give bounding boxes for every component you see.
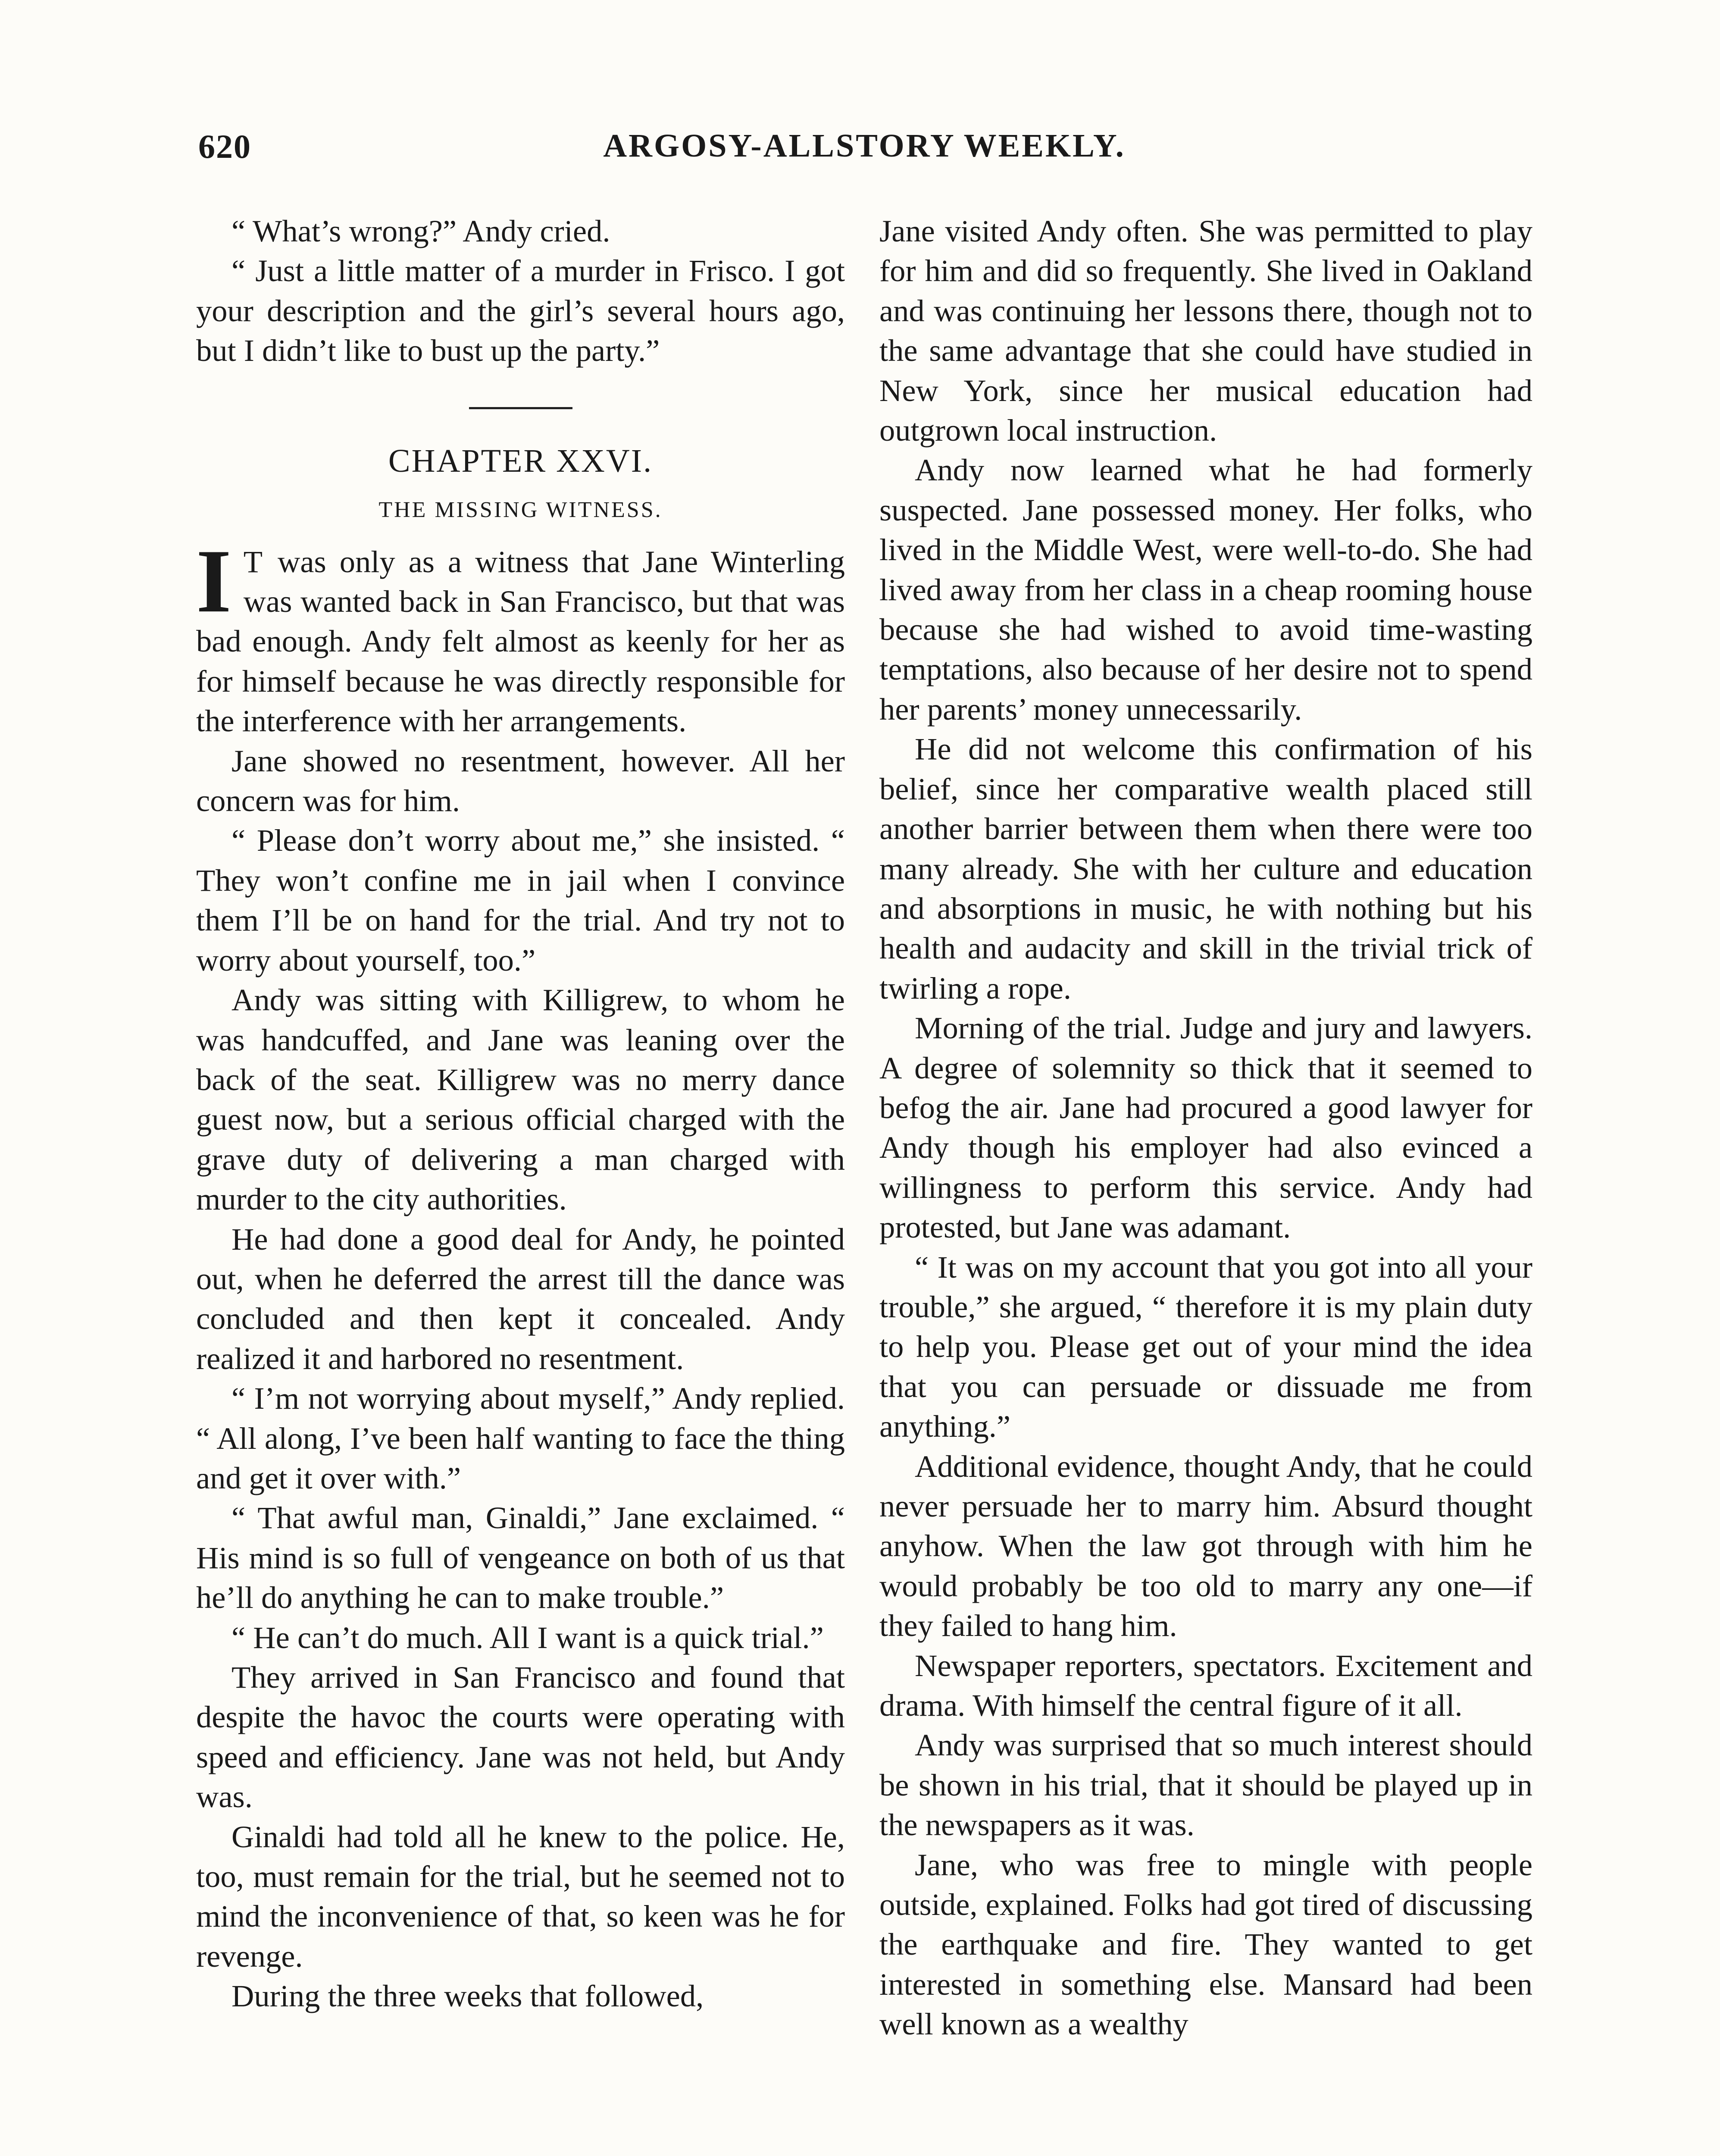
chapter-subtitle: THE MISSING WITNESS. (378, 497, 663, 522)
drop-cap: I (196, 531, 231, 631)
section-divider (469, 407, 572, 409)
paragraph: He had done a good deal for Andy, he pointed out, when he deferred the arrest till the dance was concluded and then kept it concealed. Andy realized it and harbored no resentment. (196, 1221, 845, 1376)
page-number: 620 (198, 128, 251, 165)
paragraph: Andy was surprised that so much interest should be shown in his trial, that it should be played up in the newspapers as it was. (879, 1727, 1532, 1843)
paragraph: Morning of the trial. Judge and jury and lawyers. A degree of solemnity so thick that it seemed to befog the air. Jane had procured a good lawyer for Andy though his employer had also evinced a willingness to perform this service. Andy had protested, but Jane was adamant. (879, 1010, 1532, 1245)
right-column (879, 211, 1532, 2044)
paragraph: “ I’m not worrying about myself,” Andy replied. “ All along, I’ve been half wanting to face the thing and get it over with.” (196, 1381, 845, 1495)
paragraph: “ He can’t do much. All I want is a quick trial.” (231, 1620, 824, 1655)
opening-paragraph (196, 531, 845, 741)
paragraph: Ginaldi had told all he knew to the police. He, too, must remain for the trial, but he seemed not to mind the inconvenience of that, so keen was he for revenge. (196, 1819, 845, 1974)
paragraph: Jane, who was free to mingle with people outside, explained. Folks had got tired of discussing the earthquake and fire. They wanted to get interested in something else. Mansard had been well known as a wealthy (879, 1847, 1532, 2042)
paragraph: “ Just a little matter of a murder in Frisco. I got your description and the girl’s several hours ago, but I didn’t like to bust up the party.” (196, 253, 845, 368)
paragraph: Andy was sitting with Killigrew, to whom he was handcuffed, and Jane was leaning over the back of the seat. Killigrew was no merry dance guest now, but a serious official charged with the grave duty of delivering a man charged with murder to the city authorities. (196, 982, 845, 1217)
paragraph: Additional evidence, thought Andy, that he could never persuade her to marry him. Absurd thought anyhow. When the law got through with him he would probably be too old to marry any one—if they failed to hang him. (879, 1448, 1532, 1643)
paragraph: Andy now learned what he had formerly suspected. Jane possessed money. Her folks, who lived in the Middle West, were well-to-do. She had lived away from her class in a cheap rooming house because she had wished to avoid time-wasting temptations, also because of her desire not to spend her parents’ money unnecessarily. (879, 452, 1532, 727)
first-word-rest: T (243, 544, 265, 579)
paragraph: He did not welcome this confirmation of his belief, since her comparative wealth placed still another barrier between them when there were too many already. She with her culture and education and absorptions in music, he with nothing but his health and audacity and skill in the trivial trick of twirling a rope. (879, 731, 1532, 1006)
paragraph: “ That awful man, Ginaldi,” Jane exclaimed. “ His mind is so full of vengeance on both of us that he’ll do anything he can to make trouble.” (196, 1500, 845, 1615)
left-column (196, 211, 845, 2016)
chapter-title: CHAPTER XXVI. (388, 442, 653, 479)
opening-paragraph-text: was only as a witness that Jane Winterling was wanted back in San Francisco, but that was bad enough. Andy felt almost as keenly for her as for himself because he was directly responsible for the interference with her arrangements. (196, 544, 845, 739)
paragraph: During the three weeks that followed, (231, 1978, 704, 2014)
running-head: ARGOSY-ALLSTORY WEEKLY. (603, 128, 1126, 164)
page-header (198, 127, 1530, 175)
paragraph: “ Please don’t worry about me,” she insisted. “ They won’t confine me in jail when I convince them I’ll be on hand for the trial. And try not to worry about yourself, too.” (196, 823, 845, 978)
paragraph: Newspaper reporters, spectators. Excitement and drama. With himself the central figure of it all. (879, 1648, 1532, 1723)
paragraph: “ It was on my account that you got into all your trouble,” she argued, “ therefore it is my plain duty to help you. Please get out of your mind the idea that you can persuade or dissuade me from anything.” (879, 1249, 1532, 1444)
paragraph: Jane visited Andy often. She was permitted to play for him and did so frequently. She lived in Oakland and was continuing her lessons there, though not to the same advantage that she could have studied in New York, since her musical education had outgrown local instruction. (879, 213, 1532, 448)
paragraph: Jane showed no resentment, however. All her concern was for him. (196, 743, 845, 818)
paragraph: “ What’s wrong?” Andy cried. (231, 213, 610, 248)
paragraph: They arrived in San Francisco and found that despite the havoc the courts were operating with speed and efficiency. Jane was not held, but Andy was. (196, 1660, 845, 1814)
